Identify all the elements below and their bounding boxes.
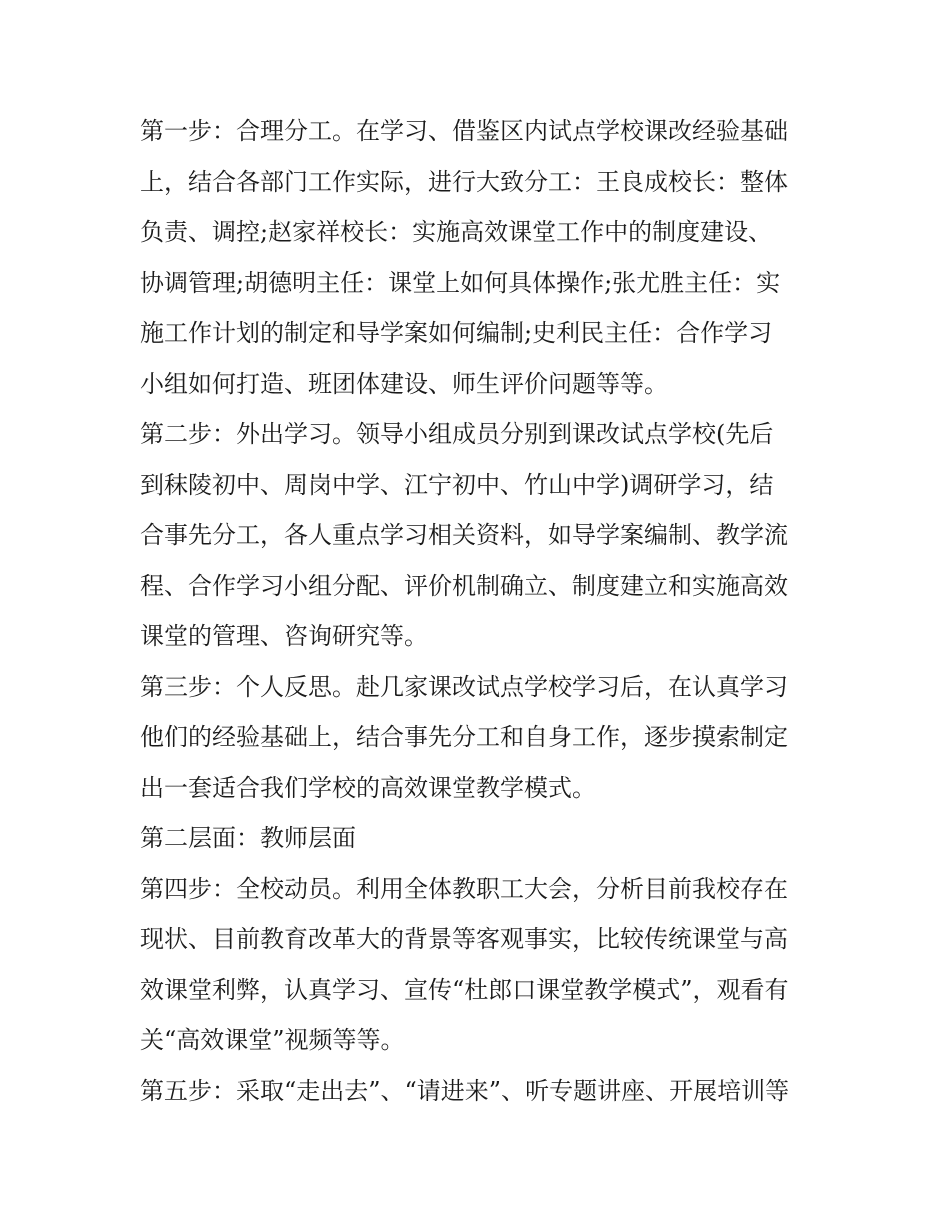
text-line: 第四步：全校动员。利用全体教职工大会，分析目前我校存在 bbox=[140, 874, 788, 903]
section-heading: 第二层面：教师层面 bbox=[140, 824, 356, 852]
text-line: 关“高效课堂”视频等等。 bbox=[140, 1026, 405, 1054]
text-line: 小组如何打造、班团体建设、师生评价问题等等。 bbox=[140, 369, 668, 398]
text-line: 程、合作学习小组分配、评价机制确立、制度建立和实施高效 bbox=[140, 571, 788, 600]
text-line: 效课堂利弊，认真学习、宣传“杜郎口课堂教学模式”，观看有 bbox=[140, 975, 789, 1004]
text-line: 到秣陵初中、周岗中学、江宁初中、竹山中学)调研学习，结 bbox=[140, 470, 774, 499]
text-line: 协调管理;胡德明主任：课堂上如何具体操作;张尤胜主任：实 bbox=[140, 268, 781, 297]
text-line: 第三步：个人反思。赴几家课改试点学校学习后，在认真学习 bbox=[140, 672, 788, 701]
text-line: 第二步：外出学习。领导小组成员分别到课改试点学校(先后 bbox=[140, 420, 774, 448]
body-text bbox=[140, 106, 820, 1116]
text-line: 现状、目前教育改革大的背景等客观事实，比较传统课堂与高 bbox=[140, 925, 788, 953]
text-line: 第五步：采取“走出去”、“请进来”、听专题讲座、开展培训等 bbox=[140, 1076, 790, 1105]
text-line: 出一套适合我们学校的高效课堂教学模式。 bbox=[140, 773, 596, 802]
text-line: 课堂的管理、咨询研究等。 bbox=[140, 622, 428, 650]
text-line: 他们的经验基础上，结合事先分工和自身工作，逐步摸索制定 bbox=[140, 723, 788, 751]
text-line: 第一步：合理分工。在学习、借鉴区内试点学校课改经验基础 bbox=[140, 117, 788, 145]
text-line: 上，结合各部门工作实际，进行大致分工：王良成校长：整体 bbox=[140, 167, 788, 196]
text-line: 合事先分工，各人重点学习相关资料，如导学案编制、教学流 bbox=[140, 521, 788, 549]
text-line: 施工作计划的制定和导学案如何编制;史利民主任：合作学习 bbox=[140, 319, 773, 347]
text-line: 负责、调控;赵家祥校长：实施高效课堂工作中的制度建设、 bbox=[140, 218, 773, 246]
